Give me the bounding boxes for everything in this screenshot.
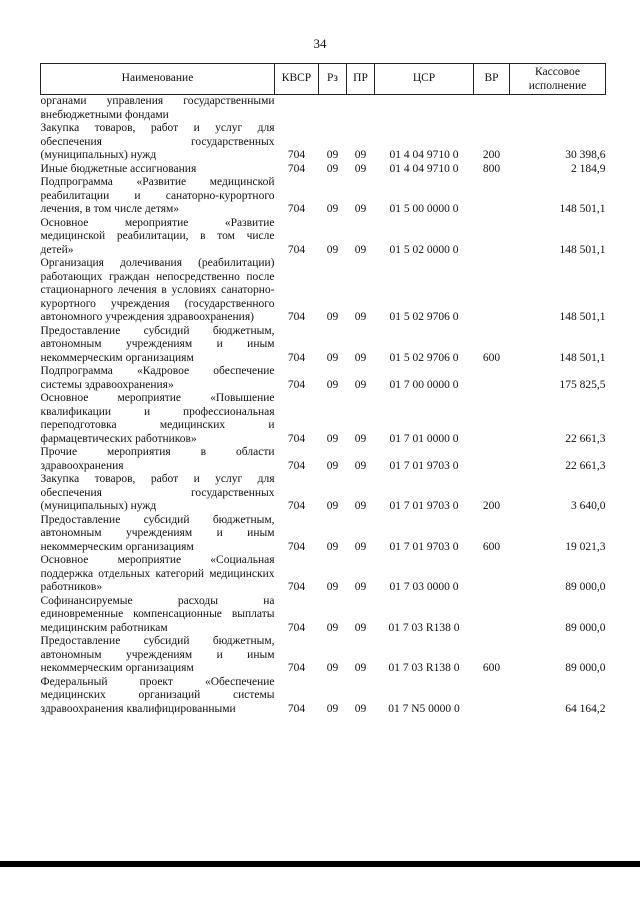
- row-pr: 09: [354, 621, 367, 634]
- row-pr: 09: [354, 243, 367, 256]
- row-csr: 01 4 04 9710 0: [389, 162, 459, 175]
- row-amount: 89 000,0: [565, 581, 606, 593]
- table-row: [41, 163, 606, 177]
- row-amount: 148 501,1: [559, 203, 606, 215]
- row-rz: 09: [326, 500, 339, 512]
- row-rz: 09: [326, 243, 339, 256]
- row-kvsr: 704: [287, 162, 306, 175]
- row-rz: 09: [326, 621, 339, 634]
- row-pr: 09: [354, 432, 367, 445]
- row-amount: 64 164,2: [565, 702, 606, 715]
- header-exec: Кассовое исполнение: [510, 64, 606, 95]
- row-name: Предоставление субсидий бюджетным, автономным учреждениям и иным некоммерческим организациям: [40, 513, 275, 553]
- row-rz: 09: [326, 351, 339, 364]
- row-kvsr: 704: [287, 432, 306, 445]
- row-name: Прочие мероприятия в области здравоохранения: [40, 446, 275, 472]
- row-rz: 09: [326, 162, 339, 175]
- row-rz: 09: [326, 378, 339, 391]
- row-csr: 01 7 01 0000 0: [389, 432, 459, 445]
- table-row: [41, 554, 606, 595]
- row-kvsr: 704: [287, 378, 306, 391]
- header-csr: ЦСР: [375, 64, 474, 95]
- row-name: Предоставление субсидий бюджетным, автономным учреждениям и иным некоммерческим организациям: [40, 324, 275, 364]
- row-kvsr: 704: [287, 203, 306, 215]
- row-rz: 09: [326, 203, 339, 215]
- row-pr: 09: [354, 162, 367, 175]
- row-amount: 148 501,1: [559, 311, 606, 323]
- row-vr: 200: [482, 500, 501, 512]
- row-pr: 09: [354, 702, 367, 715]
- row-vr: [474, 446, 510, 473]
- row-vr: [474, 554, 510, 595]
- row-name: Подпрограмма «Кадровое обеспечение системы здравоохранения»: [40, 365, 275, 391]
- row-vr: [474, 595, 510, 636]
- row-pr: 09: [354, 378, 367, 391]
- row-rz: 09: [326, 432, 339, 445]
- row-pr: [347, 95, 375, 123]
- row-kvsr: 704: [287, 500, 306, 512]
- row-pr: 09: [354, 581, 367, 593]
- row-name: органами управления государственными внебюджетными фондами: [40, 95, 275, 121]
- row-pr: 09: [354, 459, 367, 472]
- row-vr: [474, 257, 510, 325]
- row-csr: 01 5 02 9706 0: [389, 311, 459, 323]
- row-csr: 01 7 01 9703 0: [389, 459, 459, 472]
- row-rz: 09: [326, 581, 339, 593]
- row-amount: 22 661,3: [565, 459, 606, 472]
- row-kvsr: 704: [287, 311, 306, 323]
- row-rz: [319, 95, 347, 123]
- row-name: Предоставление субсидий бюджетным, автономным учреждениям и иным некоммерческим организациям: [40, 635, 275, 674]
- row-kvsr: 704: [287, 351, 306, 364]
- row-rz: 09: [326, 459, 339, 472]
- row-kvsr: 704: [287, 702, 306, 715]
- header-pr: ПР: [347, 64, 375, 95]
- row-pr: 09: [354, 311, 367, 323]
- table-row: [41, 95, 606, 123]
- row-kvsr: 704: [287, 243, 306, 256]
- row-rz: 09: [326, 149, 339, 161]
- row-amount: 89 000,0: [565, 662, 606, 674]
- row-pr: 09: [354, 500, 367, 512]
- row-kvsr: 704: [287, 581, 306, 593]
- table-row: [41, 217, 606, 258]
- table-row: [41, 325, 606, 366]
- row-vr: 600: [482, 662, 501, 674]
- header-row: [41, 64, 606, 95]
- row-pr: 09: [354, 351, 367, 364]
- header-kvsr: КВСР: [275, 64, 319, 95]
- row-name: Закупка товаров, работ и услуг для обеспечения государственных (муниципальных) нужд: [40, 122, 275, 161]
- row-rz: 09: [326, 662, 339, 674]
- row-amount: 148 501,1: [559, 351, 606, 364]
- row-amount: 148 501,1: [559, 243, 606, 256]
- row-kvsr: 704: [287, 149, 306, 161]
- table-row: [41, 122, 606, 163]
- row-kvsr: 704: [287, 459, 306, 472]
- header-name: Наименование: [41, 64, 275, 95]
- header-vr: ВР: [474, 64, 510, 95]
- row-kvsr: 704: [287, 621, 306, 634]
- row-pr: 09: [354, 540, 367, 553]
- table-row: [41, 392, 606, 446]
- row-name: Закупка товаров, работ и услуг для обеспечения государственных (муниципальных) нужд: [40, 473, 275, 512]
- row-rz: 09: [326, 311, 339, 323]
- row-vr: [474, 217, 510, 258]
- row-csr: 01 7 03 R138 0: [388, 662, 460, 674]
- row-csr: [375, 95, 474, 123]
- row-amount: [510, 95, 606, 123]
- row-csr: 01 7 03 0000 0: [389, 581, 459, 593]
- row-vr: [474, 176, 510, 217]
- row-vr: [474, 392, 510, 446]
- row-kvsr: 704: [287, 540, 306, 553]
- table-row: [41, 635, 606, 676]
- row-kvsr: 704: [287, 662, 306, 674]
- table-row: [41, 176, 606, 217]
- row-vr: [474, 95, 510, 123]
- table-row: [41, 446, 606, 473]
- row-amount: 30 398,6: [565, 149, 606, 161]
- row-csr: 01 5 00 0000 0: [389, 203, 459, 215]
- row-vr: 200: [482, 149, 501, 161]
- row-amount: 3 640,0: [571, 500, 606, 512]
- row-vr: [474, 676, 510, 717]
- row-csr: 01 5 02 0000 0: [389, 243, 459, 256]
- row-amount: 2 184,9: [571, 162, 606, 175]
- row-rz: 09: [326, 702, 339, 715]
- table-row: [41, 365, 606, 392]
- row-name: Основное мероприятие «Социальная поддержка отдельных категорий медицинских работников»: [40, 554, 275, 593]
- row-name: Иные бюджетные ассигнования: [40, 162, 197, 175]
- row-pr: 09: [354, 662, 367, 674]
- budget-table: [40, 63, 606, 716]
- row-name: Основное мероприятие «Развитие медицинской реабилитации, в том числе детей»: [40, 216, 275, 256]
- row-csr: 01 7 01 9703 0: [389, 540, 459, 553]
- row-amount: 19 021,3: [565, 540, 606, 553]
- table-row: [41, 595, 606, 636]
- table-row: [41, 676, 606, 717]
- row-vr: 600: [482, 351, 501, 364]
- row-csr: 01 7 01 9703 0: [389, 500, 459, 512]
- page-number: 34: [313, 36, 327, 51]
- table-row: [41, 257, 606, 325]
- row-amount: 89 000,0: [565, 621, 606, 634]
- row-name: Организация долечивания (реабилитации) работающих граждан непосредственно после стационарного лечения в условиях санаторно-курортного учреждения (государственного автономного учреждения здравоохранения): [40, 257, 275, 323]
- row-vr: 600: [482, 540, 501, 553]
- row-csr: 01 7 N5 0000 0: [388, 702, 460, 715]
- row-amount: 22 661,3: [565, 432, 606, 445]
- scan-edge-bar: [0, 861, 640, 867]
- row-kvsr: [275, 95, 319, 123]
- row-csr: 01 7 03 R138 0: [388, 621, 460, 634]
- row-rz: 09: [326, 540, 339, 553]
- table-row: [41, 514, 606, 555]
- row-name: Подпрограмма «Развитие медицинской реабилитации и санаторно-курортного лечения, в том числе детям»: [40, 176, 275, 215]
- row-name: Основное мероприятие «Повышение квалификации и профессиональная переподготовка медицинских и фармацевтических работников»: [40, 392, 275, 445]
- row-pr: 09: [354, 149, 367, 161]
- row-name: Софинансируемые расходы на единовременные компенсационные выплаты медицинским работникам: [40, 594, 275, 634]
- row-vr: 800: [482, 162, 501, 175]
- row-name: Федеральный проект «Обеспечение медицинских организаций системы здравоохранения квалифицированными: [40, 675, 275, 715]
- row-amount: 175 825,5: [559, 378, 606, 391]
- table-row: [41, 473, 606, 514]
- row-vr: [474, 365, 510, 392]
- row-csr: 01 5 02 9706 0: [389, 351, 459, 364]
- header-rz: Рз: [319, 64, 347, 95]
- row-csr: 01 4 04 9710 0: [389, 149, 459, 161]
- row-csr: 01 7 00 0000 0: [389, 378, 459, 391]
- row-pr: 09: [354, 203, 367, 215]
